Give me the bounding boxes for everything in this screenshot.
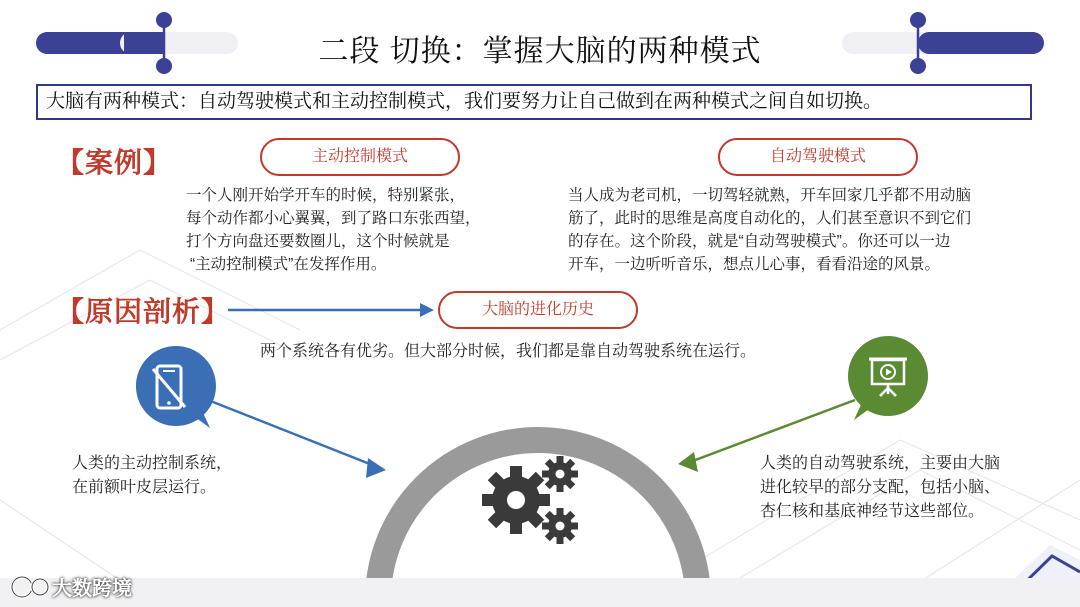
analysis-heading: 【原因剖析】 <box>56 296 231 327</box>
no-phone-icon <box>149 363 189 416</box>
watermark-text: 大数跨境 <box>52 578 132 600</box>
page-title: 二段 切换：掌握大脑的两种模式 <box>318 35 762 68</box>
presentation-play-icon <box>866 354 910 403</box>
active-system-description: 人类的主动控制系统， 在前额叶皮层运行。 <box>72 455 233 496</box>
watermark-logo-icon <box>10 574 52 600</box>
brain-evolution-pill: 大脑的进化历史 <box>438 291 638 329</box>
case-heading: 【案例】 <box>56 147 173 178</box>
analysis-summary: 两个系统各有优劣。但大部分时候，我们都是靠自动驾驶系统在运行。 <box>260 343 757 360</box>
autopilot-pill: 自动驾驶模式 <box>718 138 918 176</box>
active-control-pill: 主动控制模式 <box>260 138 460 176</box>
watermark <box>10 572 132 601</box>
autopilot-system-description: 人类的自动驾驶系统，主要由大脑 进化较早的部分支配，包括小脑、 杏仁核和基底神经节这些部位。 <box>760 455 1001 520</box>
active-control-description: 一个人刚开始学开车的时候，特别紧张， 每个动作都小心翼翼，到了路口东张西望， 打个方向盘还要数圈儿，这个时候就是 “主动控制模式”在发挥作用。 <box>186 187 481 273</box>
summary-banner: 大脑有两种模式：自动驾驶模式和主动控制模式，我们要努力让自己做到在两种模式之间自如切换。 <box>36 84 1032 120</box>
autopilot-description: 当人成为老司机，一切驾轻就熟，开车回家几乎都不用动脑 筋了，此时的思维是高度自动化的，人们甚至意识不到它们 的存在。这个阶段，就是“自动驾驶模式”。你还可以一边 开车，一边听听音乐，想点儿心事，看看沿途的风景。 <box>568 187 972 273</box>
gears-icon <box>478 452 588 557</box>
